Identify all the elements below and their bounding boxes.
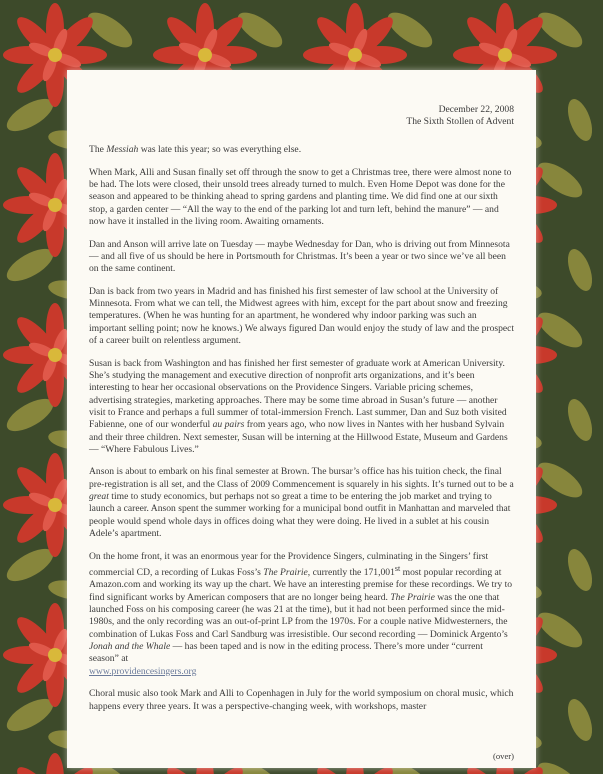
letter-page — [67, 70, 536, 768]
paragraph-anson: Anson is about to embark on his final semester at Brown. The bursar’s office has his tuition check, the final pre-registration is all set, and the Class of 2009 Commencement is squarely in his sights. It’s turned out to be a great time to study economics, but perhaps not so great a time to be entering the job market and trying to launch a career. Anson spent the summer working for a municipal bond outfit in Manhattan and marveled that people would spend whole days in offices doing what they were doing. He lived in a sublet at his cousin Adele’s apartment. — [89, 466, 514, 539]
paragraph-susan: Susan is back from Washington and has finished her first semester of graduate work at American University. She’s studying the management and executive direction of nonprofit arts organizations, and it’s been interesting to hear her occasional observations on the Providence Singers. Variable pricing schemes, advertising strategies, marketing approaches. There may be some time abroad in Susan’s future — another visit to France and perhaps a full summer of total-immersion French. Last summer, Dan and Suz both visited Fabienne, one of our wonderful au pairs from years ago, who now lives in Nantes with her husband Sylvain and their three children. Next semester, Susan will be interning at the Hillwood Estate, Museum and Gardens — “Where Fabulous Lives.” — [89, 357, 508, 455]
paragraph-copenhagen: Choral music also took Mark and Alli to Copenhagen in July for the world symposium on choral music, which happens every three years. It was a perspective-changing week, with workshops, master — [89, 688, 514, 712]
paragraph-arrivals: Dan and Anson will arrive late on Tuesday — maybe Wednesday for Dan, who is driving out from Minnesota — and all five of us should be here in Portsmouth for Christmas. It’s been a year or two since we’ve all been on the same continent. — [89, 238, 510, 275]
over-indicator: (over) — [493, 751, 514, 761]
paragraph-dan: Dan is back from two years in Madrid and has finished his first semester of law school at the University of Minnesota. From what we can tell, the Midwest agrees with him, except for the part about snow and freezing temperatures. (When he was hunting for an apartment, he wondered why indoor parking was such an important selling point; now he knows.) We always figured Dan would enjoy the study of law and the prospect of a career built on relentless argument. — [89, 285, 515, 347]
letter-body — [89, 144, 515, 723]
paragraph-christmas-tree: When Mark, Alli and Susan finally set off through the snow to get a Christmas tree, there were almost none to be had. The lots were closed, their unsold trees already turned to mulch. Even Home Depot was done for the season and appeared to be thinking ahead to spring gardens and planting time. We did find one at our sixth stop, a garden center — “All the way to the end of the parking lot and turn left, behind the manure” — and now have it installed in the living room. Awaiting ornaments. — [89, 166, 512, 227]
paragraph-providence-singers: On the home front, it was an enormous year for the Providence Singers, culminating in the Singers’ first commercial CD, a recording of Lukas Foss’s The Prairie, currently the 171,001st most popular recording at Amazon.com and working its way up the chart. We have an interesting premise for these recordings. We try to find significant works by American composers that are no longer being heard. The Prairie was the one that launched Foss on his composing career (he was 21 at the time), but it had not been performed since the mid-1980s, and the only recording was an out-of-print LP from the 1970s. For a couple native Midwesterners, the combination of Lukas Foss and Carl Sandburg was irresistible. Our second recording — Dominick Argento’s Jonah and the Whale — has been taped and is now in the editing process. There’s more under “current season” at www.providencesingers.org — [89, 550, 513, 677]
date-block — [406, 104, 514, 129]
paragraph-messiah: The Messiah was late this year; so was everything else. — [89, 144, 302, 155]
letter-date: December 22, 2008 — [438, 104, 514, 115]
providence-singers-link[interactable]: www.providencesingers.org — [89, 665, 197, 677]
letter-subtitle: The Sixth Stollen of Advent — [406, 116, 514, 128]
bleed-through-text — [89, 76, 509, 87]
